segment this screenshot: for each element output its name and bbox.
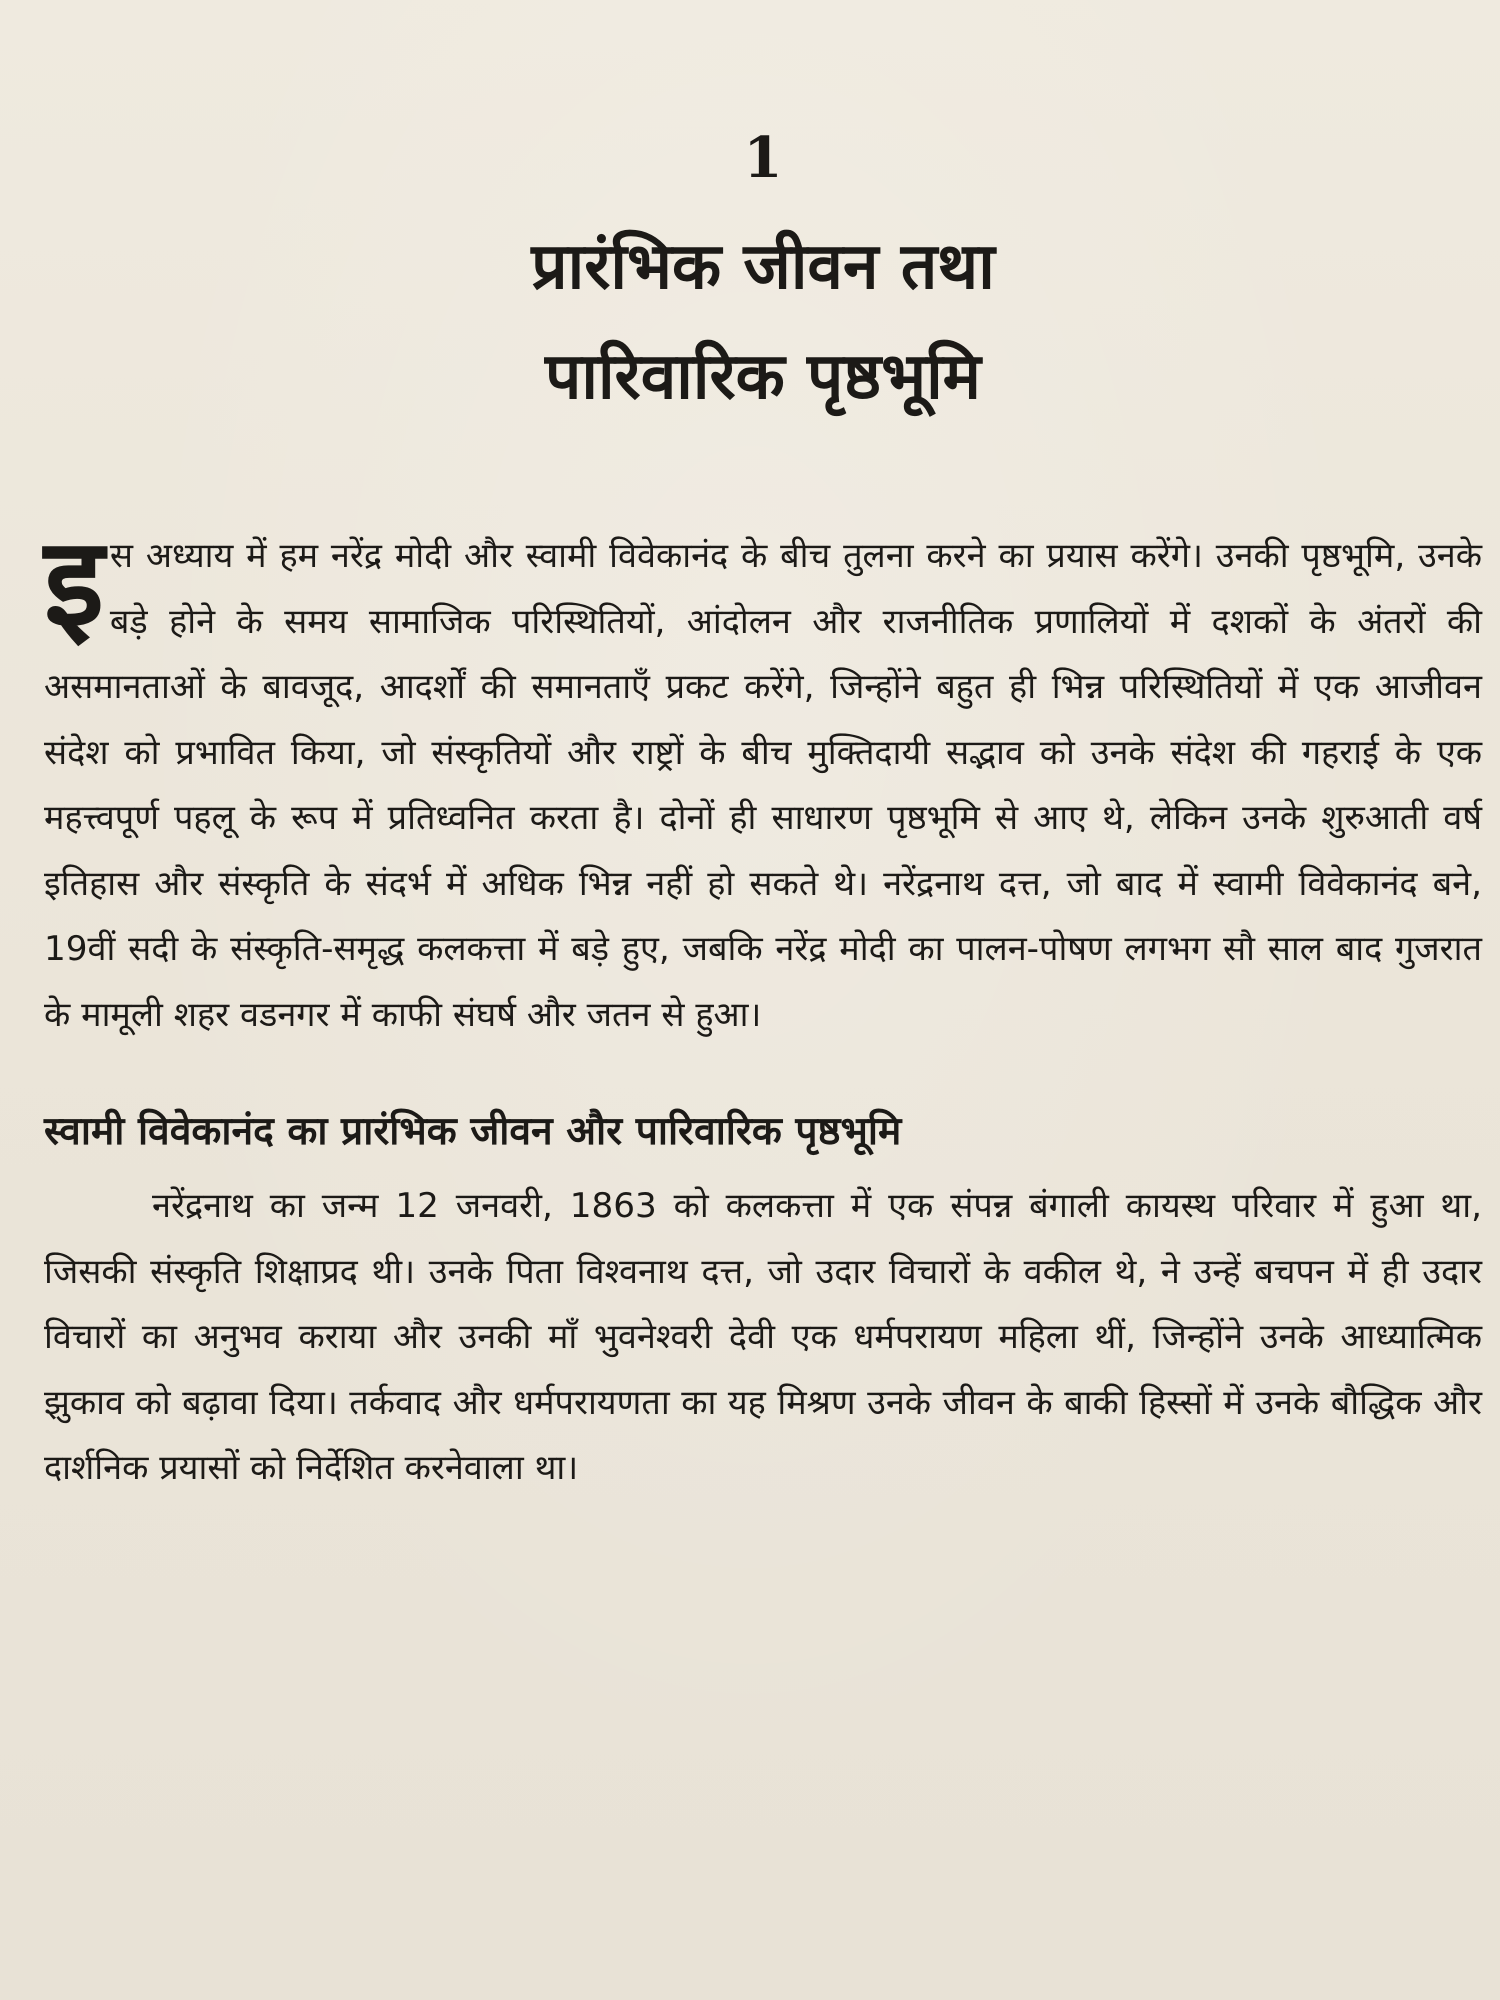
chapter-title-line-2: पारिवारिक पृष्ठभूमि <box>545 340 981 414</box>
intro-paragraph-block <box>44 511 1483 1048</box>
chapter-title-line-1: प्रारंभिक जीवन तथा <box>531 230 995 304</box>
drop-cap-letter: इ <box>44 511 104 653</box>
intro-paragraph-text: स अध्याय में हम नरेंद्र मोदी और स्वामी विवेकानंद के बीच तुलना करने का प्रयास करेंगे। उनकी पृष्ठभूमि, उनके बड़े होने के समय सामाजिक परिस्थितियों, आंदोलन और राजनीतिक प्रणालियों में दशकों के अंतरों की असमानताओं के बावजूद, आदर्शों की समानताएँ प्रकट करेंगे, जिन्होंने बहुत ही भिन्न परिस्थितियों में एक आजीवन संदेश को प्रभावित किया, जो संस्कृतियों और राष्ट्रों के बीच मुक्तिदायी सद्भाव को उनके संदेश की गहराई के एक महत्त्वपूर्ण पहलू के रूप में प्रतिध्वनित करता है। दोनों ही साधारण पृष्ठभूमि से आए थे, लेकिन उनके शुरुआती वर्ष इतिहास और संस्कृति के संदर्भ में अधिक भिन्न नहीं हो सकते थे। नरेंद्रनाथ दत्त, जो बाद में स्वामी विवेकानंद बने, 19वीं सदी के संस्कृति-समृद्ध कलकत्ता में बड़े हुए, जबकि नरेंद्र मोदी का पालन-पोषण लगभग सौ साल बाद गुजरात के मामूली शहर वडनगर में काफी संघर्ष और जतन से हुआ। <box>44 536 1483 1035</box>
section-paragraph: नरेंद्रनाथ का जन्म 12 जनवरी, 1863 को कलकत्ता में एक संपन्न बंगाली कायस्थ परिवार में हुआ था, जिसकी संस्कृति शिक्षाप्रद थी। उनके पिता विश्वनाथ दत्त, जो उदार विचारों के वकील थे, ने उन्हें बचपन में ही उदार विचारों का अनुभव कराया और उनकी माँ भुवनेश्वरी देवी एक धर्मपरायण महिला थीं, जिन्होंने उनके आध्यात्मिक झुकाव को बढ़ावा दिया। तर्कवाद और धर्मपरायणता का यह मिश्रण उनके जीवन के बाकी हिस्सों में उनके बौद्धिक और दार्शनिक प्रयासों को निर्देशित करनेवाला था। <box>44 1186 1482 1488</box>
section-heading: स्वामी विवेकानंद का प्रारंभिक जीवन और पारिवारिक पृष्ठभूमि <box>44 1109 902 1154</box>
intro-paragraph <box>44 511 1483 1048</box>
chapter-title <box>44 212 1482 432</box>
chapter-number: 1 <box>743 125 783 191</box>
